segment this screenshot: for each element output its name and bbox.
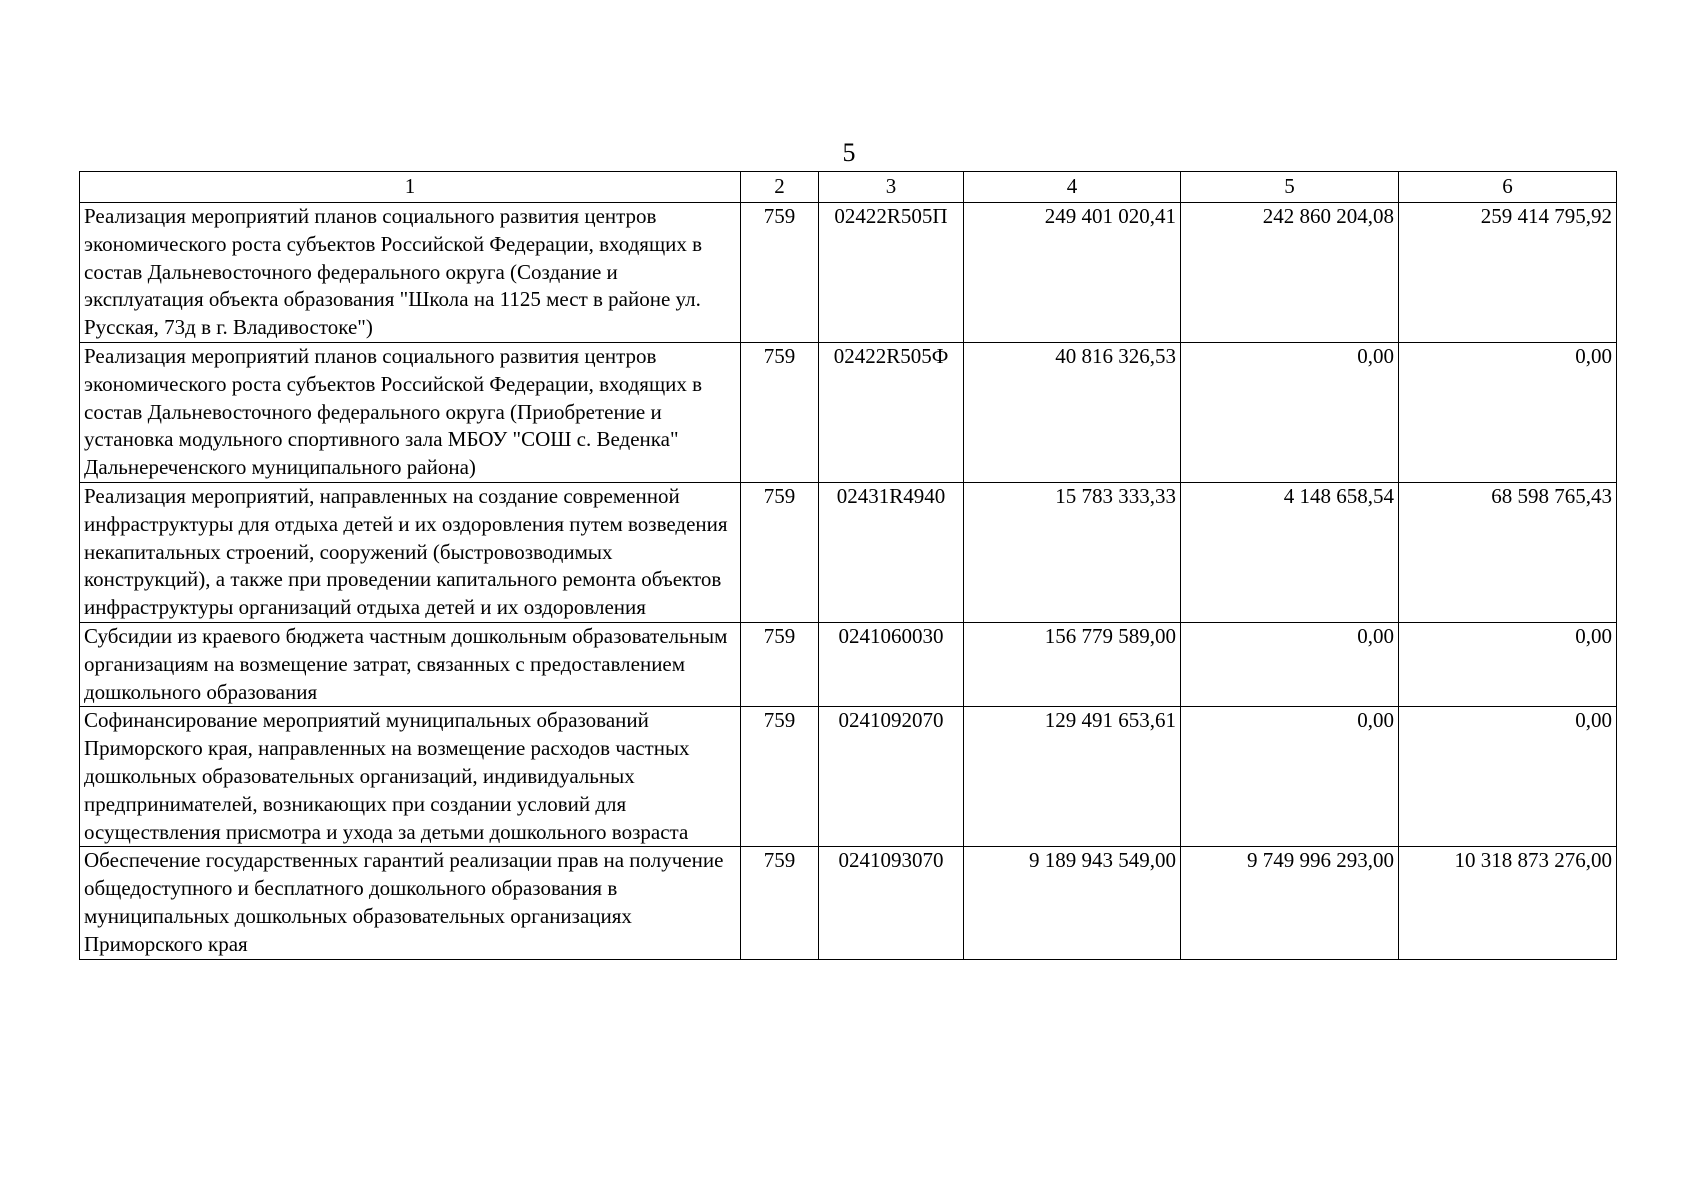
row-amount-col4: 40 816 326,53 bbox=[964, 342, 1181, 482]
column-header: 1 bbox=[80, 172, 741, 203]
row-description: Реализация мероприятий планов социального развития центров экономического роста субъектов Российской Федерации, входящих в состав Дальневосточного федерального округа (Приобретение и установка модульного спортивного зала МБОУ "СОШ с. Веденка" Дальнереченского муниципального района) bbox=[80, 342, 741, 482]
row-amount-col4: 156 779 589,00 bbox=[964, 622, 1181, 706]
column-header: 4 bbox=[964, 172, 1181, 203]
row-amount-col4: 249 401 020,41 bbox=[964, 203, 1181, 343]
column-header: 2 bbox=[741, 172, 819, 203]
row-target-article-code: 0241092070 bbox=[819, 707, 964, 847]
page-number: 5 bbox=[842, 138, 856, 167]
row-target-article-code: 02422R505Ф bbox=[819, 342, 964, 482]
row-amount-col6: 10 318 873 276,00 bbox=[1399, 847, 1617, 959]
row-amount-col6: 0,00 bbox=[1399, 622, 1617, 706]
row-department-code: 759 bbox=[741, 342, 819, 482]
row-amount-col5: 9 749 996 293,00 bbox=[1181, 847, 1399, 959]
budget-table bbox=[79, 171, 1617, 960]
row-amount-col6: 68 598 765,43 bbox=[1399, 482, 1617, 622]
table-row bbox=[80, 847, 1617, 959]
row-target-article-code: 02422R505П bbox=[819, 203, 964, 343]
table-row bbox=[80, 622, 1617, 706]
row-amount-col5: 4 148 658,54 bbox=[1181, 482, 1399, 622]
row-description: Субсидии из краевого бюджета частным дошкольным образовательным организациям на возмещение затрат, связанных с предоставлением дошкольного образования bbox=[80, 622, 741, 706]
column-header: 5 bbox=[1181, 172, 1399, 203]
row-amount-col6: 259 414 795,92 bbox=[1399, 203, 1617, 343]
row-department-code: 759 bbox=[741, 707, 819, 847]
row-department-code: 759 bbox=[741, 482, 819, 622]
row-amount-col5: 0,00 bbox=[1181, 342, 1399, 482]
header-row bbox=[80, 172, 1617, 203]
table-row bbox=[80, 707, 1617, 847]
row-description: Реализация мероприятий, направленных на создание современной инфраструктуры для отдыха детей и их оздоровления путем возведения некапитальных строений, сооружений (быстровозводимых конструкций), а также при проведении капитального ремонта объектов инфраструктуры организаций отдыха детей и их оздоровления bbox=[80, 482, 741, 622]
row-amount-col4: 15 783 333,33 bbox=[964, 482, 1181, 622]
row-amount-col4: 129 491 653,61 bbox=[964, 707, 1181, 847]
row-department-code: 759 bbox=[741, 847, 819, 959]
row-target-article-code: 0241093070 bbox=[819, 847, 964, 959]
row-description: Софинансирование мероприятий муниципальных образований Приморского края, направленных на возмещение расходов частных дошкольных образовательных организаций, индивидуальных предпринимателей, возникающих при создании условий для осуществления присмотра и ухода за детьми дошкольного возраста bbox=[80, 707, 741, 847]
row-department-code: 759 bbox=[741, 622, 819, 706]
row-amount-col5: 0,00 bbox=[1181, 707, 1399, 847]
row-target-article-code: 0241060030 bbox=[819, 622, 964, 706]
row-amount-col6: 0,00 bbox=[1399, 342, 1617, 482]
table-row bbox=[80, 482, 1617, 622]
row-amount-col6: 0,00 bbox=[1399, 707, 1617, 847]
column-header: 3 bbox=[819, 172, 964, 203]
row-target-article-code: 02431R4940 bbox=[819, 482, 964, 622]
table-row bbox=[80, 203, 1617, 343]
column-header: 6 bbox=[1399, 172, 1617, 203]
row-amount-col5: 242 860 204,08 bbox=[1181, 203, 1399, 343]
row-amount-col4: 9 189 943 549,00 bbox=[964, 847, 1181, 959]
row-department-code: 759 bbox=[741, 203, 819, 343]
row-description: Обеспечение государственных гарантий реализации прав на получение общедоступного и бесплатного дошкольного образования в муниципальных дошкольных образовательных организациях Приморского края bbox=[80, 847, 741, 959]
row-amount-col5: 0,00 bbox=[1181, 622, 1399, 706]
row-description: Реализация мероприятий планов социального развития центров экономического роста субъектов Российской Федерации, входящих в состав Дальневосточного федерального округа (Создание и эксплуатация объекта образования "Школа на 1125 мест в районе ул. Русская, 73д в г. Владивостоке") bbox=[80, 203, 741, 343]
table-row bbox=[80, 342, 1617, 482]
